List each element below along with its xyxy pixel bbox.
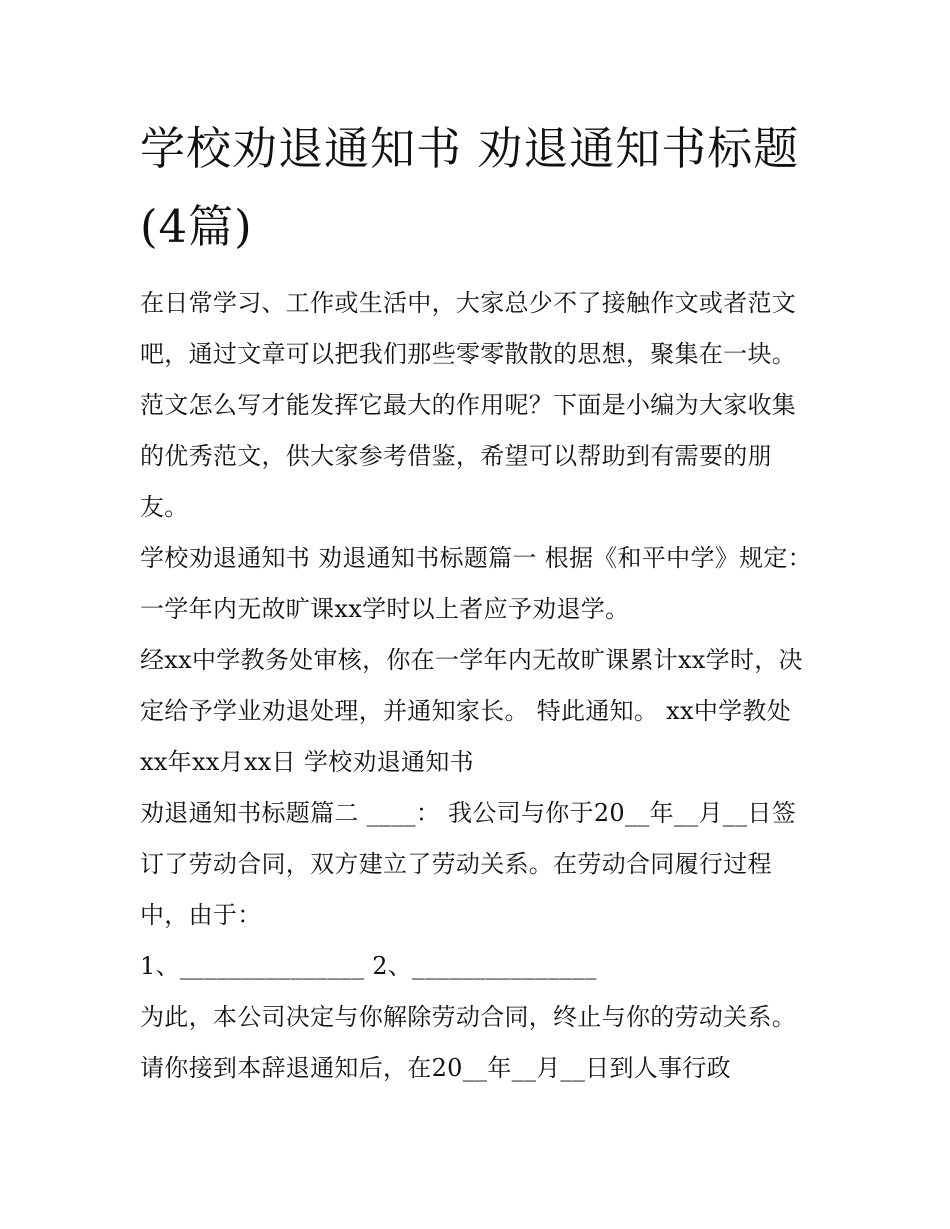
intro-paragraph: 在日常学习、工作或生活中，大家总少不了接触作文或者范文吧，通过文章可以把我们那些零零散散的思想，聚集在一块。范文怎么写才能发挥它最大的作用呢？下面是小编为大家收集的优秀范文，供大家参考借鉴，希望可以帮助到有需要的朋友。 bbox=[140, 289, 797, 521]
paragraph-reasons: 1、_______________ 2、_______________ bbox=[140, 952, 597, 980]
paragraph-contract: 劝退通知书标题篇二 ____： 我公司与你于20__年__月__日签订了劳动合同，双方建立了劳动关系。在劳动合同履行过程中，由于： bbox=[140, 799, 796, 929]
paragraph-regulation: 学校劝退通知书 劝退通知书标题篇一 根据《和平中学》规定：一学年内无故旷课xx学时以上者应予劝退学。 bbox=[140, 544, 812, 623]
paragraph-decision: 经xx中学教务处审核，你在一学年内无故旷课累计xx学时，决定给予学业劝退处理，并通知家长。 特此通知。 xx中学教处 xx年xx月xx日 学校劝退通知书 bbox=[140, 646, 803, 776]
document-title: 学校劝退通知书 劝退通知书标题(4篇) bbox=[140, 122, 800, 253]
document-page bbox=[140, 110, 820, 1094]
paragraph-termination: 为此，本公司决定与你解除劳动合同，终止与你的劳动关系。请你接到本辞退通知后，在20__年__月__日到人事行政 bbox=[140, 1003, 797, 1082]
